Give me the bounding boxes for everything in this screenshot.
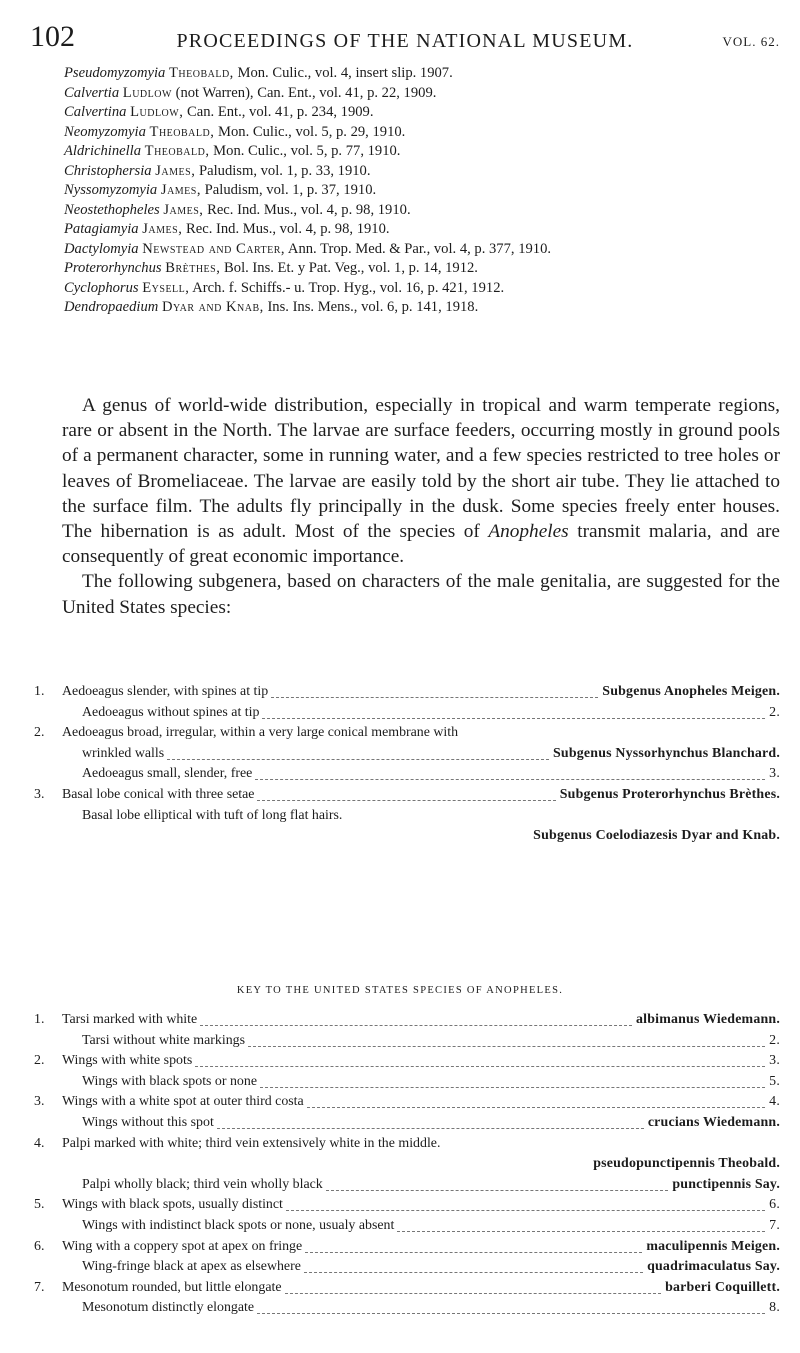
leader-dots bbox=[200, 1025, 632, 1026]
description-text-2: transmit malaria, and are consequently of great economic importance. bbox=[62, 521, 780, 568]
couplet-result: quadrimaculatus Say. bbox=[647, 1259, 780, 1275]
synonym-citation: Bol. Ins. Et. y Pat. Veg., vol. 1, p. 14, 1912. bbox=[224, 260, 478, 276]
leader-dots bbox=[271, 697, 598, 698]
description-text-1: A genus of world-wide distribution, especially in tropical and warm temperate regions, rare or absent in the North. The larvae are surface feeders, occurring mostly in ground pools of a permanent character, some in running water, and a few species restricted to tree holes or leaves of Bromeliaceae. The larvae are easily told by the short air tube. They lie attached to the surface film. The adults fly principally in the dusk. Some species freely enter houses. The hibernation is as adult. Most of the species of bbox=[62, 395, 780, 543]
subgenera-key bbox=[34, 682, 780, 847]
couplet-result: 6. bbox=[769, 1197, 780, 1213]
synonym-citation: (not Warren), Can. Ent., vol. 41, p. 22, 1909. bbox=[175, 84, 437, 101]
couplet-text: Wings with white spots bbox=[62, 1053, 193, 1069]
synonym-entry bbox=[64, 103, 780, 123]
couplet-result: 3. bbox=[769, 1053, 780, 1069]
couplet-number: 4. bbox=[34, 1135, 45, 1151]
synonym-citation: Ins. Ins. Mens., vol. 6, p. 141, 1918. bbox=[267, 299, 479, 315]
couplet-text: Wing with a coppery spot at apex on fringe bbox=[62, 1238, 303, 1254]
leader-dots bbox=[257, 1313, 765, 1314]
synonym-citation: Arch. f. Schiffs.- u. Trop. Hyg., vol. 16, p. 421, 1912. bbox=[192, 279, 505, 296]
synonym-author: Newstead and Carter, bbox=[142, 240, 286, 257]
synonym-citation: Rec. Ind. Mus., vol. 4, p. 98, 1910. bbox=[186, 221, 390, 237]
couplet-number: 6. bbox=[34, 1238, 45, 1254]
species-key-title: KEY TO THE UNITED STATES SPECIES OF ANOPHELES. bbox=[236, 985, 564, 996]
couplet-number: 2. bbox=[34, 725, 45, 741]
leader-dots bbox=[262, 718, 765, 719]
leader-dots bbox=[305, 1252, 642, 1253]
synonym-author: James, bbox=[155, 162, 196, 179]
key-couplet bbox=[34, 1175, 780, 1196]
key-couplet bbox=[34, 1113, 780, 1134]
synonym-genus: Dendropaedium bbox=[64, 299, 159, 315]
couplet-number: 1. bbox=[34, 1012, 45, 1027]
couplet-text: Mesonotum distinctly elongate bbox=[82, 1300, 255, 1316]
leader-dots bbox=[260, 1087, 765, 1088]
genus-description bbox=[62, 393, 780, 620]
couplet-result: 2. bbox=[769, 704, 780, 720]
key-couplet bbox=[34, 785, 780, 806]
couplet-text: Wings with a white spot at outer third costa bbox=[62, 1094, 304, 1110]
description-text-3: The following subgenera, based on characters of the male genitalia, are suggested for the United States species: bbox=[62, 571, 780, 618]
key-couplet bbox=[34, 1298, 780, 1319]
couplet-result: Subgenus Nyssorhynchus Blanchard. bbox=[553, 745, 780, 761]
key-couplet bbox=[34, 826, 780, 847]
couplet-result: Subgenus Anopheles Meigen. bbox=[602, 684, 780, 699]
couplet-text: Wings without this spot bbox=[82, 1114, 214, 1130]
couplet-number: 5. bbox=[34, 1197, 45, 1213]
leader-dots bbox=[248, 1046, 765, 1047]
synonym-entry bbox=[64, 84, 780, 104]
leader-dots bbox=[167, 759, 549, 760]
leader-dots bbox=[307, 1107, 765, 1108]
synonym-entry bbox=[64, 64, 780, 84]
couplet-text: Wing-fringe black at apex as elsewhere bbox=[82, 1259, 301, 1275]
key-couplet bbox=[34, 1031, 780, 1052]
page-number: 102 bbox=[30, 20, 75, 53]
synonym-citation: Can. Ent., vol. 41, p. 234, 1909. bbox=[187, 104, 374, 120]
synonym-genus: Calvertia bbox=[64, 84, 120, 101]
couplet-text: Tarsi without white markings bbox=[82, 1032, 245, 1048]
key-couplet bbox=[34, 1134, 780, 1155]
synonym-genus: Cyclophorus bbox=[64, 279, 139, 296]
leader-dots bbox=[286, 1210, 765, 1211]
synonym-author: James, bbox=[142, 221, 183, 237]
genus-name: Anopheles bbox=[488, 521, 569, 543]
synonym-entry bbox=[64, 142, 780, 162]
couplet-result: 8. bbox=[769, 1300, 780, 1316]
couplet-text: Wings with black spots or none bbox=[82, 1073, 257, 1089]
key-couplet bbox=[34, 1072, 780, 1093]
synonym-entry bbox=[64, 298, 780, 318]
synonym-citation: Mon. Culic., vol. 5, p. 77, 1910. bbox=[213, 143, 401, 159]
leader-dots bbox=[397, 1231, 765, 1232]
synonym-entry bbox=[64, 181, 780, 201]
couplet-text: Wings with black spots, usually distinct bbox=[62, 1197, 283, 1213]
couplet-result: punctipennis Say. bbox=[672, 1176, 780, 1192]
couplet-result: barberi Coquillett. bbox=[665, 1279, 780, 1295]
key-couplet bbox=[34, 1154, 780, 1175]
couplet-result: 7. bbox=[769, 1217, 780, 1233]
key-couplet bbox=[34, 703, 780, 724]
synonym-entry bbox=[64, 259, 780, 279]
couplet-text: Aedoeagus small, slender, free bbox=[82, 766, 253, 782]
synonym-citation: Rec. Ind. Mus., vol. 4, p. 98, 1910. bbox=[207, 201, 411, 218]
synonym-genus: Patagiamyia bbox=[64, 221, 139, 237]
couplet-result: albimanus Wiedemann. bbox=[636, 1012, 780, 1027]
couplet-text: Aedoeagus broad, irregular, within a very large conical membrane with bbox=[62, 725, 459, 741]
couplet-number: 2. bbox=[34, 1053, 45, 1069]
species-key bbox=[34, 1010, 780, 1319]
key-couplet bbox=[34, 764, 780, 785]
couplet-text: Wings with indistinct black spots or none, usualy absent bbox=[82, 1217, 395, 1233]
couplet-text: Aedoeagus without spines at tip bbox=[82, 704, 260, 720]
couplet-number: 7. bbox=[34, 1279, 45, 1295]
volume-label: VOL. 62. bbox=[722, 34, 780, 49]
couplet-result: Subgenus Proterorhynchus Brèthes. bbox=[559, 786, 780, 802]
synonym-genus: Pseudomyzomyia bbox=[64, 65, 166, 81]
synonym-author: James, bbox=[160, 182, 202, 198]
synonym-citation: Paludism, vol. 1, p. 33, 1910. bbox=[199, 162, 371, 179]
synonym-citation: Paludism, vol. 1, p. 37, 1910. bbox=[204, 182, 377, 198]
couplet-text: Mesonotum rounded, but little elongate bbox=[62, 1279, 282, 1295]
synonym-entry bbox=[64, 162, 780, 182]
couplet-text: Aedoeagus slender, with spines at tip bbox=[62, 684, 269, 699]
leader-dots bbox=[255, 779, 765, 780]
synonym-entry bbox=[64, 220, 780, 240]
couplet-result: 3. bbox=[769, 766, 780, 782]
couplet-result: Subgenus Coelodiazesis Dyar and Knab. bbox=[533, 828, 780, 844]
couplet-result: 2. bbox=[769, 1032, 780, 1048]
synonym-citation: Mon. Culic., vol. 5, p. 29, 1910. bbox=[218, 123, 406, 140]
page-header bbox=[30, 20, 780, 60]
synonym-author: Brèthes, bbox=[165, 260, 221, 276]
couplet-text: wrinkled walls bbox=[82, 745, 165, 761]
synonym-author: Dyar and Knab, bbox=[161, 299, 264, 315]
leader-dots bbox=[195, 1066, 765, 1067]
leader-dots bbox=[217, 1128, 644, 1129]
synonym-genus: Nyssomyzomyia bbox=[64, 182, 158, 198]
couplet-text: Basal lobe elliptical with tuft of long flat hairs. bbox=[82, 807, 343, 823]
couplet-text: Basal lobe conical with three setae bbox=[62, 786, 255, 802]
synonym-list bbox=[64, 64, 780, 318]
synonym-author: Ludlow bbox=[122, 84, 172, 101]
key-couplet bbox=[34, 1010, 780, 1031]
couplet-result: crucians Wiedemann. bbox=[647, 1114, 780, 1130]
synonym-genus: Calvertina bbox=[64, 104, 127, 120]
couplet-text: Tarsi marked with white bbox=[62, 1012, 198, 1027]
synonym-genus: Neomyzomyia bbox=[64, 123, 146, 140]
couplet-text: Palpi marked with white; third vein extensively white in the middle. bbox=[62, 1135, 441, 1151]
key-couplet bbox=[34, 806, 780, 827]
synonym-genus: Neostethopheles bbox=[64, 201, 160, 218]
synonym-author: James, bbox=[163, 201, 204, 218]
key-couplet bbox=[34, 744, 780, 765]
key-couplet bbox=[34, 1092, 780, 1113]
leader-dots bbox=[285, 1293, 661, 1294]
synonym-citation: Ann. Trop. Med. & Par., vol. 4, p. 377, 1910. bbox=[287, 240, 552, 257]
key-couplet bbox=[34, 1216, 780, 1237]
leader-dots bbox=[304, 1272, 643, 1273]
synonym-entry bbox=[64, 123, 780, 143]
leader-dots bbox=[257, 800, 556, 801]
key-couplet bbox=[34, 1195, 780, 1216]
key-couplet bbox=[34, 1237, 780, 1258]
key-couplet bbox=[34, 682, 780, 703]
couplet-result: pseudopunctipennis Theobald. bbox=[593, 1156, 780, 1172]
couplet-result: 4. bbox=[769, 1094, 780, 1110]
key-couplet bbox=[34, 1278, 780, 1299]
synonym-genus: Christophersia bbox=[64, 162, 152, 179]
couplet-number: 3. bbox=[34, 1094, 45, 1110]
synonym-genus: Proterorhynchus bbox=[64, 260, 162, 276]
leader-dots bbox=[326, 1190, 668, 1191]
synonym-entry bbox=[64, 201, 780, 221]
synonym-author: Theobald, bbox=[168, 65, 234, 81]
key-couplet bbox=[34, 1051, 780, 1072]
synonym-citation: Mon. Culic., vol. 4, insert slip. 1907. bbox=[237, 65, 453, 81]
key-couplet bbox=[34, 1257, 780, 1278]
synonym-entry bbox=[64, 240, 780, 260]
synonym-genus: Dactylomyia bbox=[64, 240, 139, 257]
synonym-author: Eysell, bbox=[142, 279, 190, 296]
couplet-result: maculipennis Meigen. bbox=[646, 1238, 780, 1254]
key-couplet bbox=[34, 723, 780, 744]
synonym-author: Ludlow, bbox=[130, 104, 184, 120]
synonym-entry bbox=[64, 279, 780, 299]
couplet-result: 5. bbox=[769, 1073, 780, 1089]
synonym-author: Theobald, bbox=[144, 143, 210, 159]
synonym-author: Theobald, bbox=[149, 123, 215, 140]
couplet-text: Palpi wholly black; third vein wholly black bbox=[82, 1176, 323, 1192]
journal-title: PROCEEDINGS OF THE NATIONAL MUSEUM. bbox=[176, 30, 634, 52]
couplet-number: 3. bbox=[34, 786, 45, 802]
synonym-genus: Aldrichinella bbox=[64, 143, 142, 159]
couplet-number: 1. bbox=[34, 684, 45, 699]
